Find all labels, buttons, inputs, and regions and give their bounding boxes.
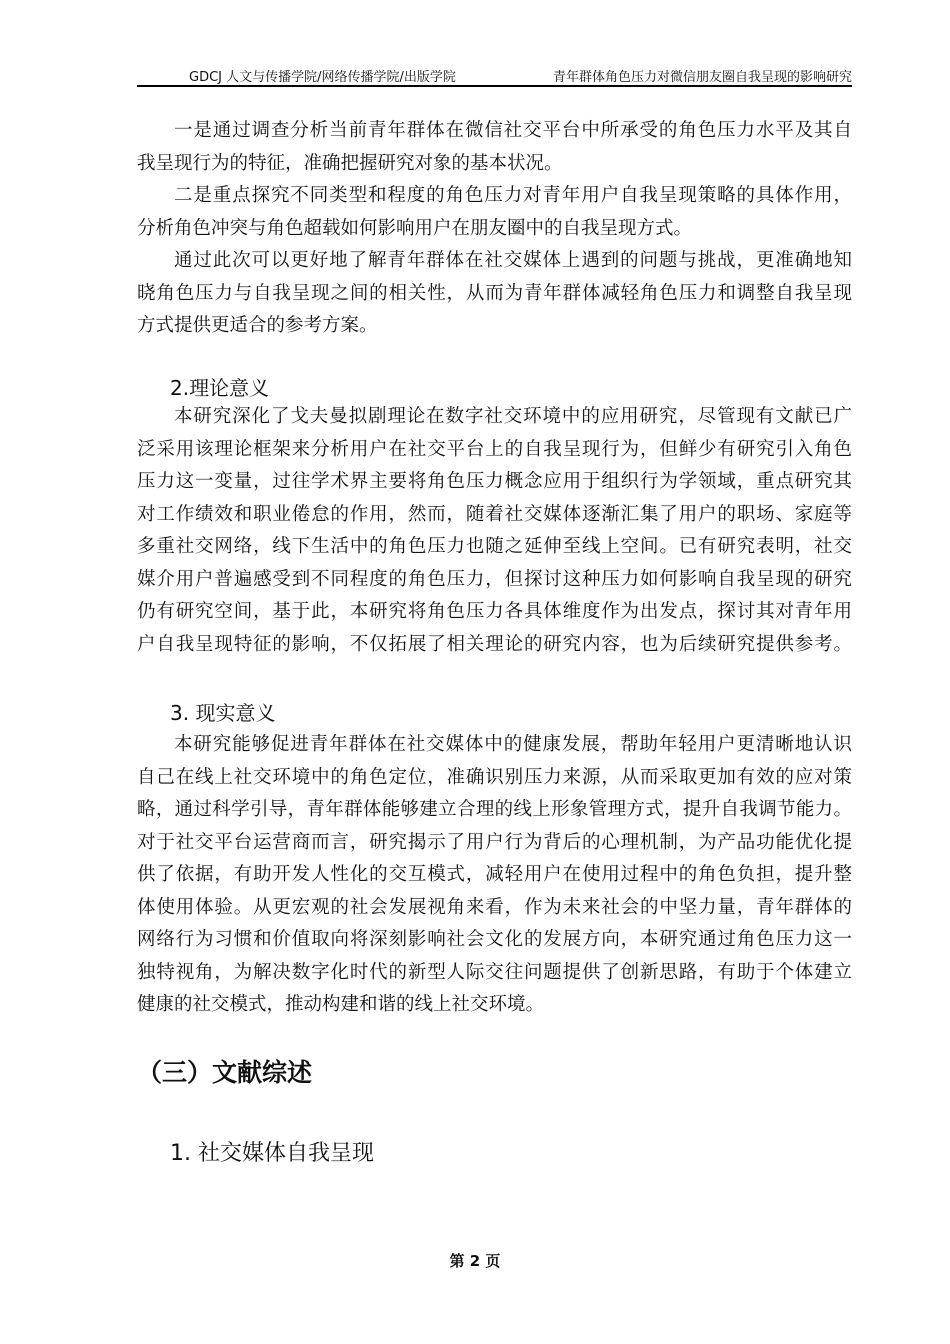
text-line: 独特视角，为解决数字化时代的新型人际交往问题提供了创新思路，有助于个体建立: [137, 961, 852, 983]
text-line: 网络行为习惯和价值取向将深刻影响社会文化的发展方向，本研究通过角色压力这一: [137, 929, 852, 950]
text-line: 通过此次可以更好地了解青年群体在社交媒体上遇到的问题与挑战，更准确地知: [174, 250, 852, 271]
text-line: 泛采用该理论框架来分析用户在社交平台上的自我呈现行为，但鲜少有研究引入角色: [137, 438, 852, 460]
heading-practice: 3. 现实意义: [170, 701, 276, 725]
header-rule: [137, 85, 852, 87]
text-line: 仍有研究空间，基于此，本研究将角色压力各具体维度作为出发点，探讨其对青年用: [137, 601, 852, 622]
heading-literature-review: （三）文献综述: [137, 1058, 313, 1087]
text-line: 体使用体验。从更宏观的社会发展视角来看，作为未来社会的中坚力量，青年群体的: [137, 896, 852, 918]
text-line: 压力这一变量，过往学术界主要将角色压力概念应用于组织行为学领域，重点研究其: [137, 471, 852, 492]
text-line: 多重社交网络，线下生活中的角色压力也随之延伸至线上空间。已有研究表明，社交: [137, 536, 852, 557]
text-line: 户自我呈现特征的影响，不仅拓展了相关理论的研究内容，也为后续研究提供参考。: [137, 633, 852, 655]
text-line: 略，通过科学引导，青年群体能够建立合理的线上形象管理方式，提升自我调节能力。: [137, 799, 852, 820]
text-line: 对工作绩效和职业倦怠的作用，然而，随着社交媒体逐渐汇集了用户的职场、家庭等: [137, 503, 852, 525]
text-line: 分析角色冲突与角色超载如何影响用户在朋友圈中的自我呈现方式。: [137, 217, 693, 239]
text-line: 方式提供更适合的参考方案。: [137, 315, 378, 336]
heading-social-media-self-presentation: 1. 社交媒体自我呈现: [170, 1141, 374, 1166]
practice-block: [137, 729, 852, 1022]
theory-block: [137, 401, 852, 661]
header-right: 青年群体角色压力对微信朋友圈自我呈现的影响研究: [552, 70, 852, 85]
heading-theory: 2.理论意义: [170, 376, 270, 400]
text-line: 二是重点探究不同类型和程度的角色压力对青年用户自我呈现策略的具体作用，: [174, 185, 852, 206]
intro-block: [137, 115, 852, 343]
text-line: 健康的社交模式，推动构建和谐的线上社交环境。: [137, 994, 545, 1015]
text-line: 本研究深化了戈夫曼拟剧理论在数字社交环境中的应用研究，尽管现有文献已广: [174, 406, 852, 427]
header-left: GDCJ 人文与传播学院/网络传播学院/出版学院: [189, 70, 456, 85]
page-number: 第 2 页: [449, 1252, 501, 1270]
text-line: 本研究能够促进青年群体在社交媒体中的健康发展，帮助年轻用户更清晰地认识: [174, 734, 852, 755]
text-line: 对于社交平台运营商而言，研究揭示了用户行为背后的心理机制，为产品功能优化提: [137, 831, 852, 853]
text-line: 我呈现行为的特征，准确把握研究对象的基本状况。: [137, 152, 563, 174]
text-line: 媒介用户普遍感受到不同程度的角色压力，但探讨这种压力如何影响自我呈现的研究: [137, 568, 852, 590]
text-line: 自己在线上社交环境中的角色定位，准确识别压力来源，从而采取更加有效的应对策: [137, 766, 852, 788]
text-line: 晓角色压力与自我呈现之间的相关性，从而为青年群体减轻角色压力和调整自我呈现: [137, 282, 852, 304]
page-header: [137, 66, 852, 86]
text-line: 一是通过调查分析当前青年群体在微信社交平台中所承受的角色压力水平及其自: [174, 120, 852, 141]
text-line: 供了依据，有助开发人性化的交互模式，减轻用户在使用过程中的角色负担，提升整: [137, 864, 852, 885]
